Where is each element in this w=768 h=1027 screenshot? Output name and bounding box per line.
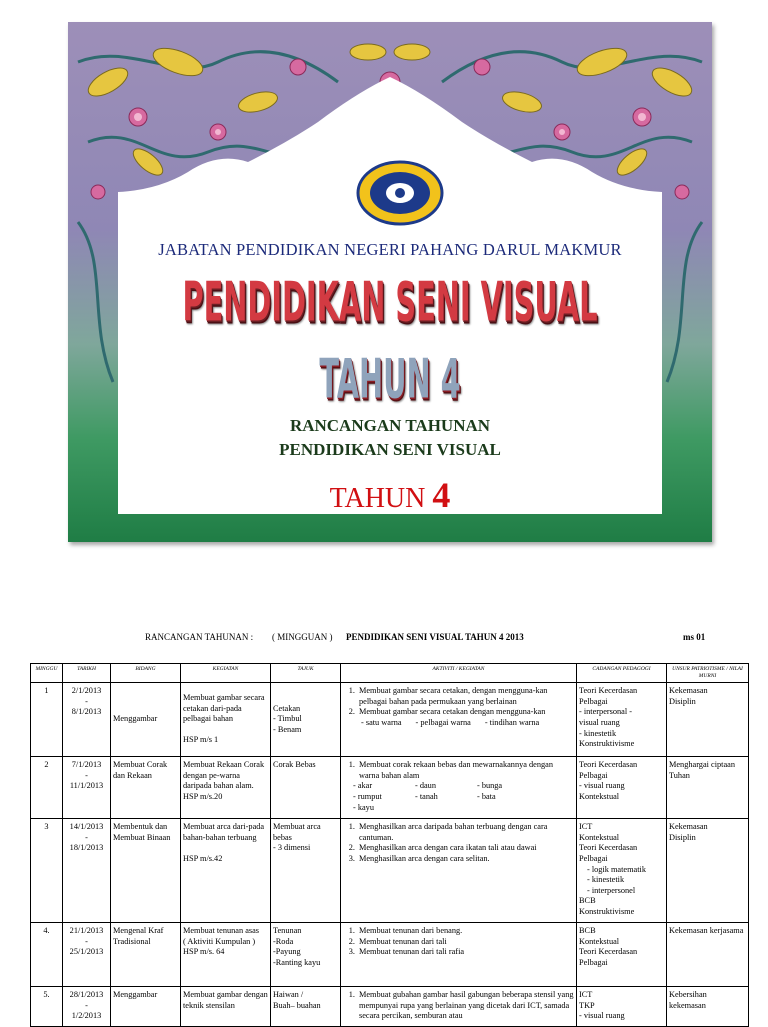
pedagogi-line: visual ruang — [579, 717, 620, 727]
nilai-cell: Kekemasan kerjasama — [667, 923, 749, 987]
week-cell: 2 — [31, 757, 63, 819]
date-separator: - — [85, 936, 88, 946]
date-separator: - — [85, 832, 88, 842]
date-cell — [63, 683, 111, 757]
aktiviti-cell — [341, 683, 577, 757]
pedagogi-line: Teori Kecerdasan Pelbagai — [579, 760, 638, 780]
week-cell: 4. — [31, 923, 63, 987]
pedagogi-cell — [577, 923, 667, 987]
bidang-cell: Menggambar — [111, 987, 181, 1027]
jpn-pahang-logo — [356, 160, 444, 226]
bidang-cell: Membuat Corak dan Rekaan — [111, 757, 181, 819]
tajuk-line: Tenunan — [273, 926, 302, 936]
department-name: JABATAN PENDIDIKAN NEGERI PAHANG DARUL MAKMUR — [158, 240, 622, 259]
table-row — [31, 819, 749, 923]
table-header-row — [31, 664, 749, 683]
date-end: 1/2/2013 — [71, 1011, 102, 1021]
aktiviti-grid-row: - rumput - tanah - bata — [353, 791, 496, 801]
kegiatan-line: ( Aktiviti Kumpulan ) — [183, 936, 256, 946]
date-cell — [63, 757, 111, 819]
aktiviti-grid-row: - akar - daun - bunga — [353, 781, 503, 791]
aktiviti-item: 2. Menghasilkan arca dengan cara ikatan tali atau dawai — [357, 843, 574, 854]
pedagogi-line: BCB — [579, 926, 596, 936]
cover-page — [68, 22, 712, 542]
aktiviti-item: 2. Membuat gambar secara cetakan dengan mengguna-kan — [357, 707, 574, 718]
col-header: AKTIVITI / KEGIATAN — [341, 664, 577, 683]
week-cell: 5. — [31, 987, 63, 1027]
date-start: 7/1/2013 — [71, 760, 102, 770]
aktiviti-option: - pelbagai warna — [415, 717, 471, 727]
col-header: TAJUK — [271, 664, 341, 683]
pedagogi-line: ICT — [579, 990, 593, 1000]
kegiatan-cell — [181, 923, 271, 987]
plan-type: ( MINGGUAN ) — [272, 632, 333, 642]
aktiviti-item: 1. Membuat gambar secara cetakan, dengan mengguna-kan pelbagai bahan pada permukaan yang berlainan — [357, 686, 574, 707]
kegiatan-hsp: HSP m/s.20 — [183, 791, 223, 801]
aktiviti-cell — [341, 987, 577, 1027]
date-separator: - — [85, 1000, 88, 1010]
tajuk-cell: Corak Bebas — [271, 757, 341, 819]
pedagogi-line: - kinestetik — [587, 875, 625, 885]
tajuk-line: -Ranting kayu — [273, 957, 321, 967]
kegiatan-hsp: HSP m/s. 64 — [183, 947, 225, 957]
pedagogi-line: Teori Kecerdasan Pelbagai — [579, 686, 638, 706]
tajuk-line: -Payung — [273, 947, 301, 957]
yearly-plan-table — [30, 663, 749, 1027]
col-header: TARIKH — [63, 664, 111, 683]
kegiatan-text: Membuat Rekaan Corak dengan pe-warna daripada bahan alam. — [183, 760, 265, 791]
aktiviti-item: 1. Menghasilkan arca daripada bahan terbuang dengan cara cantuman. — [357, 822, 574, 843]
plan-label: RANCANGAN TAHUNAN : — [145, 632, 254, 642]
date-cell — [63, 923, 111, 987]
aktiviti-item: 1. Membuat tenunan dari benang. — [357, 926, 574, 937]
date-start: 21/1/2013 — [69, 926, 104, 936]
col-header: CADANGAN PEDAGOGI — [577, 664, 667, 683]
date-end: 11/1/2013 — [69, 781, 104, 791]
week-cell: 3 — [31, 819, 63, 923]
kegiatan-cell — [181, 683, 271, 757]
cover-title-year: TAHUN 4 — [319, 348, 461, 412]
kegiatan-text: Membuat tenunan asas — [183, 926, 260, 936]
nilai-line: kekemasan — [669, 1000, 706, 1010]
aktiviti-item: 3. Menghasilkan arca dengan cara selitan. — [357, 854, 574, 865]
kegiatan-hsp: HSP m/s.42 — [183, 853, 223, 863]
aktiviti-option: - tindihan warna — [484, 717, 540, 727]
aktiviti-cell — [341, 757, 577, 819]
tajuk-cell — [271, 923, 341, 987]
pedagogi-cell — [577, 683, 667, 757]
cover-subtitle-subject: PENDIDIKAN SENI VISUAL — [279, 440, 501, 459]
col-header: KEGIATAN — [181, 664, 271, 683]
pedagogi-cell — [577, 819, 667, 923]
kegiatan-cell — [181, 757, 271, 819]
tajuk-line: Buah– buahan — [273, 1000, 321, 1010]
date-end: 18/1/2013 — [69, 843, 104, 853]
pedagogi-line: - interpersonal - — [579, 707, 632, 717]
tajuk-line: Membuat arca bebas — [273, 822, 321, 842]
table-row — [31, 987, 749, 1027]
date-end: 8/1/2013 — [71, 707, 102, 717]
tajuk-line: - Timbul — [273, 714, 302, 724]
aktiviti-item: 1. Membuat corak rekaan bebas dan mewarnakannya dengan warna bahan alam — [357, 760, 574, 781]
kegiatan-hsp: HSP m/s 1 — [183, 735, 219, 745]
aktiviti-cell — [341, 819, 577, 923]
date-start: 2/1/2013 — [71, 686, 102, 696]
pedagogi-line: Teori Kecerdasan Pelbagai — [579, 843, 638, 863]
pedagogi-line: BCB — [579, 896, 596, 906]
nilai-line: Disiplin — [669, 832, 696, 842]
aktiviti-item: 1. Membuat gubahan gambar hasil gabungan beberapa stensil yang mempunyai rupa yang berlainan yang dicetak dari ICT, samada secara percikan, semburan atau — [357, 990, 574, 1022]
pedagogi-line: - visual ruang — [579, 1011, 625, 1021]
nilai-cell: Menghargai ciptaan Tuhan — [667, 757, 749, 819]
pedagogi-line: - kinestetik — [579, 728, 617, 738]
pedagogi-line: Teori Kecerdasan Pelbagai — [579, 947, 638, 967]
nilai-cell — [667, 819, 749, 923]
tajuk-line: Cetakan — [273, 703, 301, 713]
date-separator: - — [85, 770, 88, 780]
pedagogi-line: Konstruktivisme — [579, 906, 635, 916]
pedagogi-line: Kontekstual — [579, 791, 620, 801]
date-end: 25/1/2013 — [69, 947, 104, 957]
kegiatan-text: Membuat gambar secara cetakan dari-pada pelbagai bahan — [183, 693, 265, 724]
pedagogi-line: - visual ruang — [579, 781, 625, 791]
nilai-line: Disiplin — [669, 696, 696, 706]
col-header: MINGGU — [31, 664, 63, 683]
kegiatan-cell — [181, 819, 271, 923]
cover-subtitle-plan: RANCANGAN TAHUNAN — [289, 416, 491, 435]
aktiviti-option: - satu warna — [361, 717, 402, 727]
pedagogi-line: Kontekstual — [579, 936, 620, 946]
week-cell: 1 — [31, 683, 63, 757]
tajuk-line: Haiwan / — [273, 990, 304, 1000]
pedagogi-cell — [577, 757, 667, 819]
nilai-cell — [667, 987, 749, 1027]
cover-tahun-label — [68, 474, 712, 516]
tajuk-line: - Benam — [273, 724, 302, 734]
nilai-line: Kebersihan — [669, 990, 707, 1000]
bidang-cell: Mengenal Kraf Tradisional — [111, 923, 181, 987]
pedagogi-line: TKP — [579, 1000, 595, 1010]
col-header: BIDANG — [111, 664, 181, 683]
tajuk-cell — [271, 819, 341, 923]
pedagogi-line: - interpersonel — [587, 885, 636, 895]
pedagogi-cell — [577, 987, 667, 1027]
pedagogi-line: - logik matematik — [587, 864, 646, 874]
nilai-line: Kekemasan — [669, 686, 708, 696]
nilai-line: Kekemasan — [669, 822, 708, 832]
tajuk-cell — [271, 683, 341, 757]
bidang-cell: Menggambar — [111, 683, 181, 757]
date-start: 14/1/2013 — [69, 822, 104, 832]
aktiviti-cell — [341, 923, 577, 987]
cover-title-subject: PENDIDIKAN SENI VISUAL — [182, 271, 598, 335]
aktiviti-item: 3. Membuat tenunan dari tali rafia — [357, 947, 574, 958]
aktiviti-grid-row: - kayu — [353, 802, 374, 812]
aktiviti-item: 2. Membuat tenunan dari tali — [357, 937, 574, 948]
tahun-number: 4 — [432, 475, 451, 515]
tajuk-line: -Roda — [273, 936, 294, 946]
date-cell — [63, 987, 111, 1027]
tajuk-cell — [271, 987, 341, 1027]
table-row — [31, 683, 749, 757]
page-number: ms 01 — [683, 632, 706, 642]
bidang-cell: Membentuk dan Membuat Binaan — [111, 819, 181, 923]
plan-subject: PENDIDIKAN SENI VISUAL TAHUN 4 2013 — [346, 632, 524, 642]
pedagogi-line: Kontekstual — [579, 832, 620, 842]
kegiatan-cell: Membuat gambar dengan teknik stensilan — [181, 987, 271, 1027]
date-cell — [63, 819, 111, 923]
tahun-word: TAHUN — [329, 483, 426, 514]
nilai-cell — [667, 683, 749, 757]
kegiatan-text: Membuat arca dari-pada bahan-bahan terbuang — [183, 822, 265, 842]
tajuk-line: - 3 dimensi — [273, 843, 311, 853]
table-row — [31, 757, 749, 819]
date-separator: - — [85, 696, 88, 706]
table-row — [31, 923, 749, 987]
col-header: UNSUR PATRIOTISME / NILAI MURNI — [667, 664, 749, 683]
pedagogi-line: ICT — [579, 822, 593, 832]
date-start: 28/1/2013 — [69, 990, 104, 1000]
pedagogi-line: Konstruktivisme — [579, 739, 635, 749]
